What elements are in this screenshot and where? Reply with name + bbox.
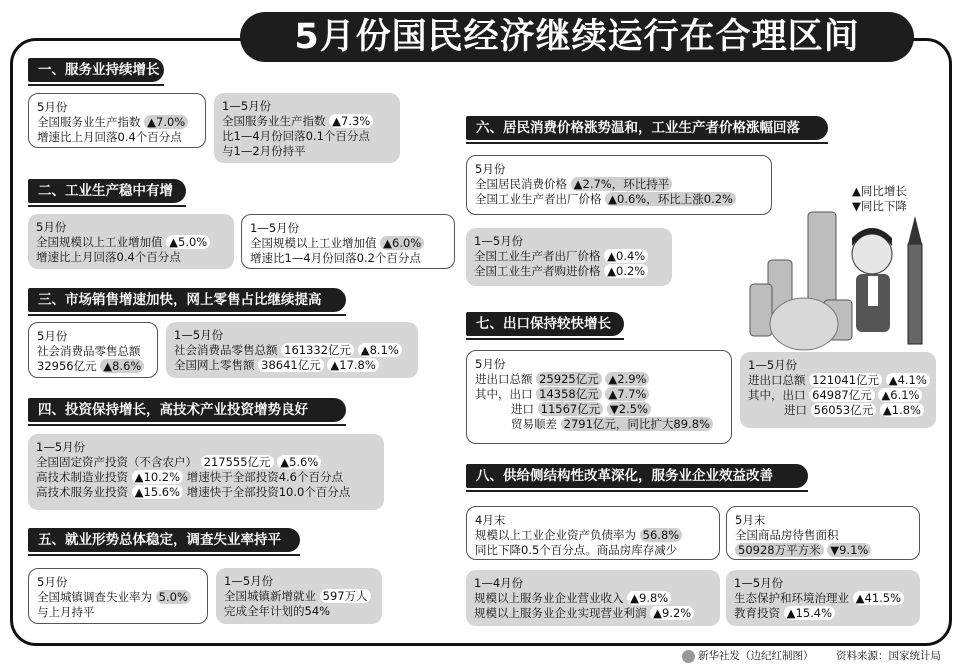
period-label: 1—5月份: [748, 358, 798, 372]
metric-value: 38641亿元: [258, 358, 324, 372]
metric-change: ▲9.2%: [650, 606, 694, 620]
metric-note: 完成全年计划的54%: [224, 604, 331, 618]
card-s3-jan-may: [166, 322, 418, 378]
section-heading-6: 六、居民消费价格涨势温和，工业生产者价格涨幅回落: [466, 116, 828, 140]
businessman-icon: [852, 228, 892, 332]
card-s3-may: [28, 322, 158, 378]
section-heading-3: 三、市场销售增速加快，网上零售占比继续提高: [28, 288, 346, 312]
page-title: 5月份国民经济继续运行在合理区间: [240, 12, 914, 62]
metric-change: ▲4.1%: [886, 373, 930, 387]
period-label: 5月份: [37, 329, 68, 343]
card-s5-may: [28, 568, 208, 624]
metric-label: 全国规模以上工业增加值: [250, 236, 377, 250]
metric-label: 社会消费品零售总额: [174, 343, 278, 357]
metric-value: 25925亿元: [536, 372, 602, 386]
xinhua-logo-icon: [682, 650, 695, 663]
metric-value: 597万人: [320, 589, 371, 603]
footer-credit: [682, 648, 814, 663]
metric-value: 32956亿元: [37, 359, 97, 373]
metric-label: 全国商品房待售面积: [735, 528, 839, 542]
metric-label: 教育投资: [734, 606, 780, 620]
period-label: 5月份: [475, 162, 506, 176]
metric-note: 同比下降0.5个百分点。商品房库存减少: [475, 543, 678, 557]
section-heading-7: 七、出口保持较快增长: [466, 312, 624, 336]
metric-change: ▲8.6%: [100, 359, 144, 373]
metric-value: 64987亿元: [809, 388, 875, 402]
metric-note: 增速比上月回落0.4个百分点: [37, 130, 182, 144]
metric-note: 比1—4月份回落0.1个百分点: [222, 129, 370, 143]
metric-label: 其中，出口: [748, 388, 806, 402]
metric-label: 规模以上工业企业资产负债率为: [475, 528, 636, 542]
metric-label: 进出口总额: [748, 373, 806, 387]
metric-label: 社会消费品零售总额: [37, 344, 141, 358]
metric-change: ▲17.8%: [327, 358, 378, 372]
metric-value: 161332亿元: [281, 343, 354, 357]
period-label: 1—4月份: [474, 576, 524, 590]
metric-label: 进出口总额: [475, 372, 533, 386]
metric-change: ▲15.4%: [784, 606, 835, 620]
metric-note: 增速快于全部投资10.0个百分点: [186, 485, 351, 499]
metric-value: ▲0.2%: [604, 264, 648, 278]
money-bag-icon: [770, 298, 838, 350]
card-s8-apr-end: [466, 506, 720, 560]
card-s1-may: [28, 93, 206, 148]
metric-change: ▲6.1%: [878, 388, 922, 402]
metric-change: ▲1.8%: [880, 403, 924, 417]
metric-label: 全国网上零售额: [174, 358, 255, 372]
metric-label: 全国服务业生产指数: [222, 114, 326, 128]
metric-value: 217555亿元: [201, 455, 274, 469]
metric-change: ▲7.7%: [605, 387, 649, 401]
card-s2-jan-may: [241, 214, 455, 269]
metric-label: 规模以上服务业企业营业收入: [474, 591, 624, 605]
period-label: 5月份: [36, 220, 67, 234]
metric-change: ▼2.5%: [607, 402, 651, 416]
period-label: 4月末: [475, 513, 506, 527]
card-s7-may: [466, 350, 732, 444]
card-s2-may: [28, 214, 234, 269]
metric-note: 与上月持平: [37, 605, 95, 619]
metric-value: ▲2.7%，环比持平: [571, 177, 673, 191]
metric-label: 全国居民消费价格: [475, 177, 567, 191]
period-label: 1—5月份: [174, 328, 224, 342]
period-label: 1—5月份: [36, 440, 86, 454]
period-label: 5月末: [735, 513, 766, 527]
pen-icon: [908, 216, 922, 344]
metric-label: 全国工业生产者出厂价格: [474, 249, 601, 263]
period-label: 5月份: [37, 575, 68, 589]
metric-value: ▲6.0%: [380, 236, 424, 250]
metric-value: 121041亿元: [809, 373, 882, 387]
metric-note: 增速比1—4月份回落0.2个百分点: [250, 251, 421, 265]
card-s4: [28, 434, 384, 510]
metric-note: 增速比上月回落0.4个百分点: [36, 250, 181, 264]
metric-label: 贸易顺差: [511, 417, 557, 431]
period-label: 1—5月份: [222, 99, 272, 113]
period-label: 5月份: [475, 357, 506, 371]
metric-label: 全国工业生产者出厂价格: [475, 192, 602, 206]
metric-value: ▲7.3%: [329, 114, 373, 128]
metric-value: 56.8%: [640, 528, 683, 542]
metric-label: 全国工业生产者购进价格: [474, 264, 601, 278]
metric-label: 生态保护和环境治理业: [734, 591, 849, 605]
footer-credit-text: 新华社发（边纪红制图）: [698, 650, 814, 662]
economy-illustration: [744, 204, 936, 352]
metric-label: 规模以上服务业企业实现营业利润: [474, 606, 647, 620]
card-s1-jan-may: [214, 93, 400, 163]
metric-value: 2791亿元，同比扩大89.8%: [561, 417, 713, 431]
metric-label: 全国城镇新增就业: [224, 589, 316, 603]
metric-label: 高技术制造业投资: [36, 470, 128, 484]
metric-change: ▲8.1%: [358, 343, 402, 357]
metric-change: ▲5.6%: [277, 455, 321, 469]
section-heading-2: 二、工业生产稳中有增: [28, 179, 186, 203]
metric-value: ▲5.0%: [166, 235, 210, 249]
card-s8-may-end: [726, 506, 920, 560]
metric-change: ▲41.5%: [853, 591, 904, 605]
metric-note: 与1—2月份持平: [222, 144, 306, 158]
legend-down: ▼同比下降: [852, 199, 907, 213]
period-label: 1—5月份: [474, 234, 524, 248]
section-heading-5: 五、就业形势总体稳定，调查失业率持平: [28, 528, 300, 552]
card-s7-jan-may: [740, 352, 936, 428]
card-s6-may: [466, 155, 772, 215]
card-s5-jan-may: [216, 568, 382, 624]
metric-value: 11567亿元: [538, 402, 604, 416]
metric-label: 高技术服务业投资: [36, 485, 128, 499]
metric-change: ▲10.2%: [132, 470, 183, 484]
period-label: 1—5月份: [734, 576, 784, 590]
metric-value: 14358亿元: [536, 387, 602, 401]
metric-label: 全国服务业生产指数: [37, 115, 141, 129]
metric-label: 全国规模以上工业增加值: [36, 235, 163, 249]
metric-change: ▲15.6%: [132, 485, 183, 499]
metric-label: 全国固定资产投资（不含农户）: [36, 455, 197, 469]
period-label: 1—5月份: [224, 574, 274, 588]
metric-change: ▲9.8%: [627, 591, 671, 605]
section-heading-1: 一、服务业持续增长: [28, 58, 164, 82]
metric-value: 56053亿元: [811, 403, 877, 417]
metric-change: ▲2.9%: [605, 372, 649, 386]
metric-value: ▲0.6%，环比上涨0.2%: [605, 192, 736, 206]
period-label: 5月份: [37, 100, 68, 114]
card-s8-jan-may: [726, 570, 920, 626]
metric-label: 进口: [511, 402, 534, 416]
metric-value: 5.0%: [156, 590, 191, 604]
metric-label: 全国城镇调查失业率为: [37, 590, 152, 604]
section-heading-4: 四、投资保持增长，高技术产业投资增势良好: [28, 398, 346, 422]
section-heading-8: 八、供给侧结构性改革深化，服务业企业效益改善: [466, 464, 808, 488]
legend-up: ▲同比增长: [852, 184, 907, 198]
metric-value: ▲0.4%: [604, 249, 648, 263]
metric-note: 增速快于全部投资4.6个百分点: [186, 470, 343, 484]
metric-change: ▼9.1%: [827, 543, 871, 557]
card-s8-jan-apr: [466, 570, 720, 626]
metric-label: 其中，出口: [475, 387, 533, 401]
period-label: 1—5月份: [250, 221, 300, 235]
metric-value: 50928万平方米: [735, 543, 824, 557]
footer-source: 资料来源：国家统计局: [836, 650, 941, 662]
metric-value: ▲7.0%: [144, 115, 188, 129]
card-s6-jan-may: [466, 228, 672, 286]
metric-label: 进口: [784, 403, 807, 417]
